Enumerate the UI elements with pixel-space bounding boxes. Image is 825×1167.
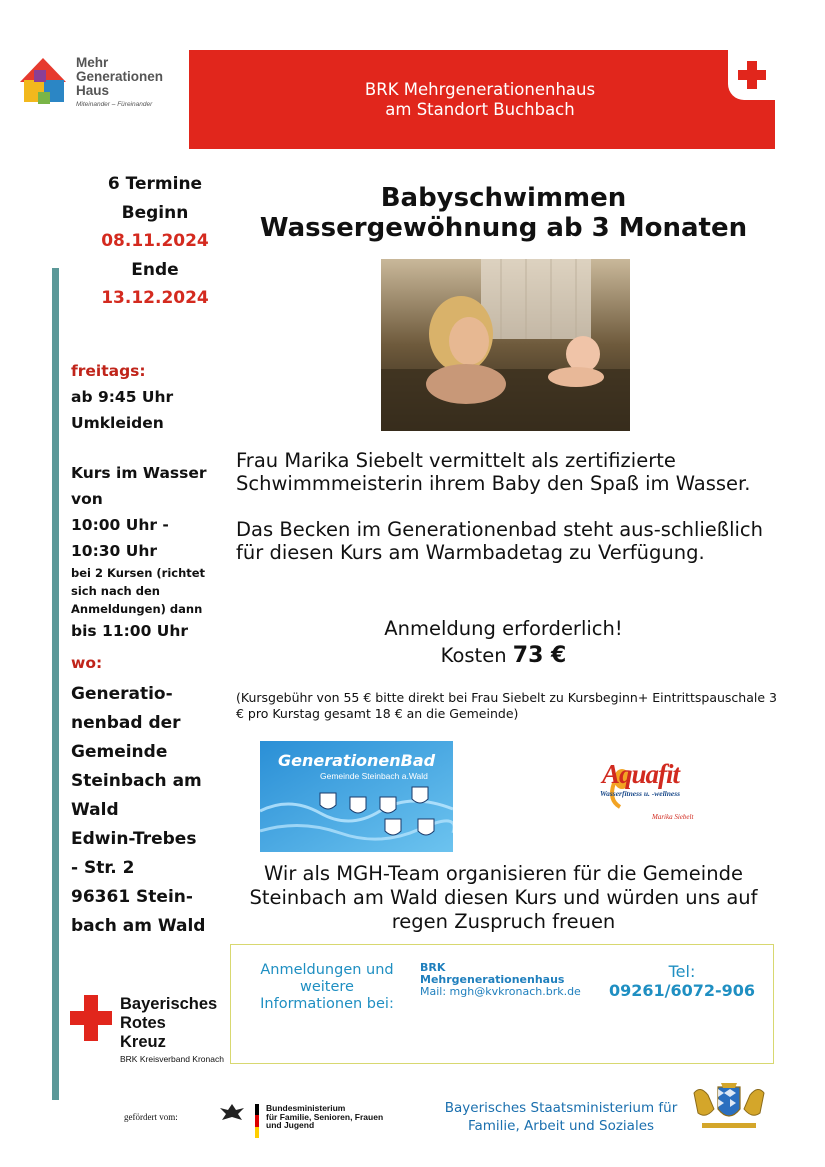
team-message: Wir als MGH-Team organisieren für die Gemeinde Steinbach am Wald diesen Kurs und würden uns auf regen Zuspruch freuen [249, 862, 758, 933]
paragraph-pool: Das Becken im Generationenbad steht aus-schließlich für diesen Kurs am Warmbadetag zu Verfügung. [236, 518, 764, 564]
cost-value: 73 € [512, 643, 567, 668]
end-date: 13.12.2024 [101, 288, 209, 308]
arrival-time: ab 9:45 Uhr [71, 388, 174, 406]
registration-required: Anmeldung erforderlich! [384, 617, 623, 640]
paragraph-instructor: Frau Marika Siebelt vermittelt als zertifizierte Schwimmmeisterin ihrem Baby den Spaß im Wasser. [236, 449, 751, 495]
page-title: Babyschwimmen Wassergewöhnung ab 3 Monaten [259, 183, 748, 243]
address-line: 96361 Stein- [71, 887, 193, 907]
mgh-logo-text: Mehr Generationen Haus [76, 55, 164, 98]
phone-label: Tel: [668, 962, 696, 981]
german-flag-stripe [255, 1104, 259, 1138]
mgh-logo-tagline: Miteinander – Füreinander [76, 101, 153, 108]
course-label: Kurs im Wasser [71, 464, 207, 482]
federal-eagle-icon [218, 1102, 246, 1124]
day-label: freitags: [71, 362, 146, 380]
org-name-short: BRK [420, 961, 446, 974]
start-date: 08.11.2024 [101, 231, 209, 251]
address-line: Edwin-Trebes [71, 829, 197, 849]
description [236, 449, 781, 564]
address-line: - Str. 2 [71, 858, 135, 878]
cost-label: Kosten [440, 644, 507, 667]
aquafit-logo [598, 755, 713, 827]
genbad-title: GenerationenBad [278, 751, 436, 770]
change-text: Umkleiden [71, 414, 164, 432]
left-accent-bar [52, 268, 59, 1100]
address-line: nenbad der [71, 713, 181, 733]
bavarian-coat-of-arms-icon [688, 1081, 770, 1131]
brk-cross-icon [70, 995, 112, 1041]
address-line: Steinbach am [71, 771, 202, 791]
aquafit-title: Aquafit [602, 759, 680, 789]
brk-kreisverband: BRK Kreisverband Kronach [120, 1054, 224, 1064]
genbad-subtitle: Gemeinde Steinbach a.Wald [320, 771, 428, 781]
aquafit-signature: Marika Siebelt [652, 813, 694, 821]
federal-ministry-logo: Bundesministerium für Familie, Senioren, Frauen und Jugend [266, 1103, 384, 1130]
address-line: Wald [71, 800, 119, 820]
time-to: 10:30 Uhr [71, 542, 157, 560]
start-label: Beginn [121, 202, 189, 223]
contact-intro: Anmeldungen und weitere Informationen bei: [260, 962, 394, 1012]
note-line: Anmeldungen) dann [71, 602, 203, 616]
von-text: von [71, 490, 103, 508]
funded-by-label: gefördert vom: [124, 1112, 178, 1122]
note-line: sich nach den [71, 584, 160, 598]
aquafit-subtitle: Wasserfitness u. -wellness [600, 789, 681, 798]
fee-note: (Kursgebühr von 55 € bitte direkt bei Frau Siebelt zu Kursbeginn+ Eintrittspauschale 3 € pro Kurstag gesamt 18 € an die Gemeinde) [236, 690, 777, 721]
details-block [71, 358, 226, 941]
brk-logo-text: Bayerisches Rotes Kreuz [120, 995, 218, 1051]
address-line: bach am Wald [71, 916, 206, 936]
contact-email[interactable]: Mail: mgh@kvkronach.brk.de [420, 985, 581, 998]
contact-phone [597, 962, 767, 1000]
registration-cost [236, 615, 771, 669]
banner-title: BRK Mehrgenerationenhaus am Standort Buchbach [364, 80, 596, 119]
address-line: Generatio- [71, 684, 173, 704]
schedule-count: 6 Termine [107, 174, 203, 194]
address-line: Gemeinde [71, 742, 168, 762]
schedule-block [80, 170, 230, 313]
bavarian-ministry: Bayerisches Staatsministerium für Familie, Arbeit und Soziales [444, 1100, 678, 1134]
red-cross-icon [738, 60, 766, 90]
where-label: wo: [71, 654, 103, 672]
contact-org [420, 962, 600, 998]
mother-baby-swimming-photo [381, 259, 630, 431]
phone-number[interactable]: 09261/6072-906 [608, 981, 756, 1000]
generationenbad-logo [260, 741, 453, 852]
time-from: 10:00 Uhr - [71, 516, 169, 534]
end-label: Ende [131, 259, 179, 280]
org-name: Mehrgenerationenhaus [420, 973, 565, 986]
time-alt: bis 11:00 Uhr [71, 622, 189, 640]
note-line: bei 2 Kursen (richtet [71, 566, 206, 580]
